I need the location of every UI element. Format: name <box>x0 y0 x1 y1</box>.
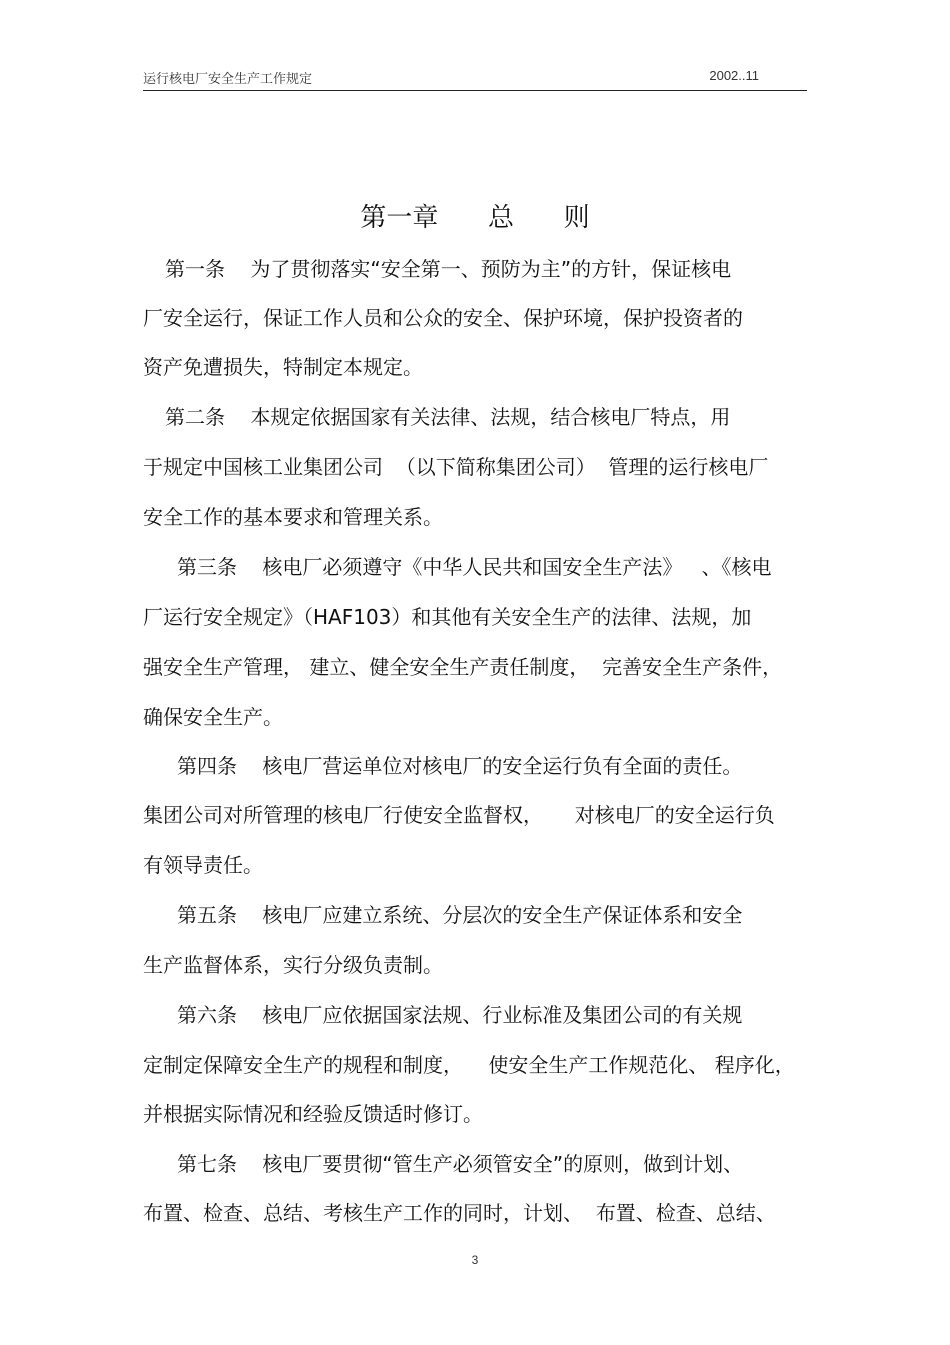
text-line: 布置、检查、总结、考核生产工作的同时，计划、 布置、检查、总结、 <box>143 1201 776 1225</box>
text-line: 于规定中国核工业集团公司 （以下简称集团公司） 管理的运行核电厂 <box>143 455 769 479</box>
text-line: 第五条 核电厂应建立系统、分层次的安全生产保证体系和安全 <box>177 903 743 927</box>
text-line: 集团公司对所管理的核电厂行使安全监督权， 对核电厂的安全运行负 <box>143 803 775 827</box>
text-line: 厂运行安全规定》（HAF103）和其他有关安全生产的法律、法规，加 <box>143 605 752 629</box>
text-line: 并根据实际情况和经验反馈适时修订。 <box>143 1102 483 1126</box>
chapter-title: 第一章 总 则 <box>360 203 590 233</box>
text-line: 第四条 核电厂营运单位对核电厂的安全运行负有全面的责任。 <box>177 754 743 778</box>
text-line: 安全工作的基本要求和管理关系。 <box>143 505 443 529</box>
text-line: 确保安全生产。 <box>143 705 283 729</box>
text-line: 有领导责任。 <box>143 853 263 877</box>
page-number: 3 <box>471 1253 479 1267</box>
text-line: 强安全生产管理， 建立、健全安全生产责任制度， 完善安全生产条件， <box>143 655 783 679</box>
text-line: 资产免遭损失，特制定本规定。 <box>143 355 423 379</box>
text-line: 厂安全运行，保证工作人员和公众的安全、保护环境，保护投资者的 <box>143 306 743 330</box>
header-date: 2002..11 <box>709 68 759 83</box>
text-line: 第一条 为了贯彻落实“安全第一、预防为主”的方针，保证核电 <box>165 257 732 281</box>
text-line: 生产监督体系，实行分级负责制。 <box>143 953 443 977</box>
text-line: 第三条 核电厂必须遵守《中华人民共和国安全生产法》 、《核电 <box>177 555 772 579</box>
text-line: 第六条 核电厂应依据国家法规、行业标准及集团公司的有关规 <box>177 1003 743 1027</box>
text-line: 第二条 本规定依据国家有关法律、法规，结合核电厂特点，用 <box>165 405 731 429</box>
header-title: 运行核电厂安全生产工作规定 <box>143 72 313 87</box>
page-header <box>143 66 807 91</box>
text-line: 第七条 核电厂要贯彻“管生产必须管安全”的原则，做到计划、 <box>177 1152 744 1176</box>
text-line: 定制定保障安全生产的规程和制度， 使安全生产工作规范化、 程序化， <box>143 1053 795 1077</box>
